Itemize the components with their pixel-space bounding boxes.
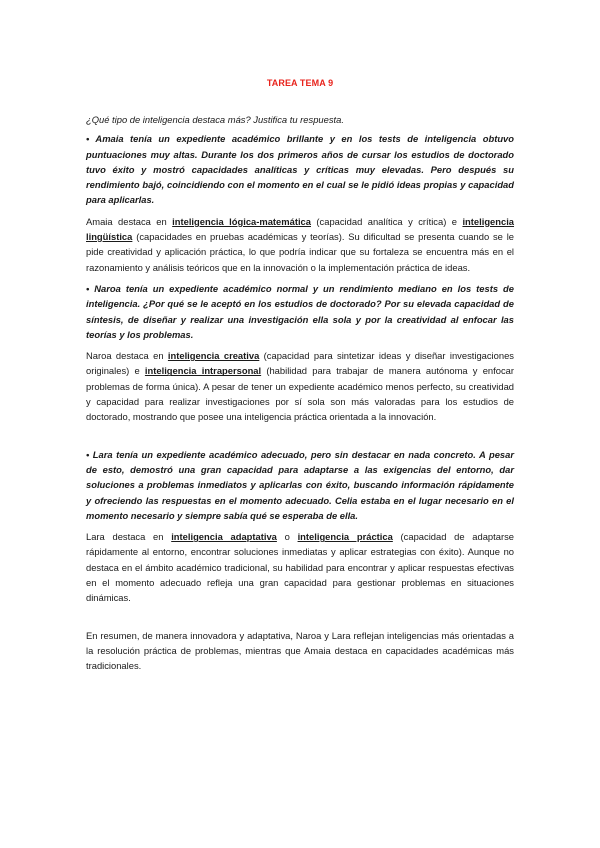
term-practica: inteligencia práctica bbox=[297, 531, 393, 543]
answer-amaia bbox=[86, 214, 514, 275]
answer-naroa bbox=[86, 348, 514, 424]
term-creativa: inteligencia creativa bbox=[167, 350, 260, 362]
case-naroa: • Naroa tenía un expediente académico normal y un rendimiento mediano en los tests de inteligencia. ¿Por qué se le aceptó en los estudios de doctorado? Por su elevada capacidad de síntesis, de diseñar y realizar una investigación ella sola y por la creatividad al enfocar las teorías y los problemas. bbox=[86, 282, 514, 340]
summary-text: En resumen, de manera innovadora y adaptativa, Naroa y Lara reflejan inteligencias más orientadas a la resolución práctica de problemas, mientras que Amaia destaca en capacidades académicas más tradicionales. bbox=[86, 629, 514, 672]
answer-naroa-part1: Naroa destaca en bbox=[86, 350, 168, 362]
answer-amaia-part1: Amaia destaca en bbox=[86, 215, 173, 227]
answer-lara-part2: o bbox=[276, 531, 298, 543]
term-adaptativa: inteligencia adaptativa bbox=[171, 531, 277, 543]
answer-lara bbox=[86, 529, 514, 605]
term-logica-matematica: inteligencia lógica-matemática bbox=[172, 215, 311, 227]
answer-amaia-part3: (capacidades en pruebas académicas y teorías). Su dificultad se presenta cuando se le pide creatividad y aplicación práctica, lo que podría indicar que su fortaleza se encuentra más en el razonamiento y análisis teóricos que en la innovación o la implementación práctica de ideas. bbox=[86, 231, 514, 273]
answer-lara-part3: (capacidad de adaptarse rápidamente al entorno, encontrar soluciones inmediatas y aplicar estrategias con éxito). Aunque no destaca en el ámbito académico tradicional, su habilidad para encontrar y aplicar respuestas efectivas en el momento adecuado refleja una gran capacidad para gestionar problemas en situaciones dinámicas. bbox=[86, 531, 514, 604]
term-intrapersonal: inteligencia intrapersonal bbox=[144, 365, 262, 377]
case-amaia: • Amaia tenía un expediente académico brillante y en los tests de inteligencia obtuvo puntuaciones muy altas. Durante los dos primeros años de cursar los estudios de doctorado tuvo éxito y mostró capacidades analíticas y críticas muy elevadas. Pero después su rendimiento bajó, coincidiendo con el momento en el cual se le pidió ideas propias y capacidad para aplicarlas. bbox=[86, 133, 514, 206]
answer-naroa-part3: (habilidad para trabajar de manera autónoma y enfocar problemas de forma única). A pesar de tener un expediente académico menos perfecto, su creatividad y capacidad para realizar investigaciones por sí sola son más valoradas para los estudios de doctorado, mostrando que posee una inteligencia práctica orientada a la innovación. bbox=[86, 365, 514, 423]
document-title: TAREA TEMA 9 bbox=[266, 78, 334, 88]
answer-naroa-part2: (capacidad para sintetizar ideas y diseñar investigaciones originales) e bbox=[86, 350, 514, 377]
term-linguistica: inteligencia lingüística bbox=[86, 215, 515, 243]
question-text: ¿Qué tipo de inteligencia destaca más? Justifica tu respuesta. bbox=[86, 114, 344, 125]
answer-lara-part1: Lara destaca en bbox=[86, 531, 172, 543]
answer-amaia-part2: (capacidad analítica y crítica) e bbox=[310, 215, 463, 227]
document-body bbox=[86, 112, 514, 674]
case-lara: • Lara tenía un expediente académico adecuado, pero sin destacar en nada concreto. A pesar de esto, demostró una gran capacidad para adaptarse a las exigencias del entorno, dar soluciones a problemas inmediatos y aplicarlas con éxito, buscando información rápidamente y ofreciendo las respuestas en el momento adecuado. Celia estaba en el lugar necesario en el momento necesario y siempre sabía qué se esperaba de ella. bbox=[86, 448, 514, 521]
